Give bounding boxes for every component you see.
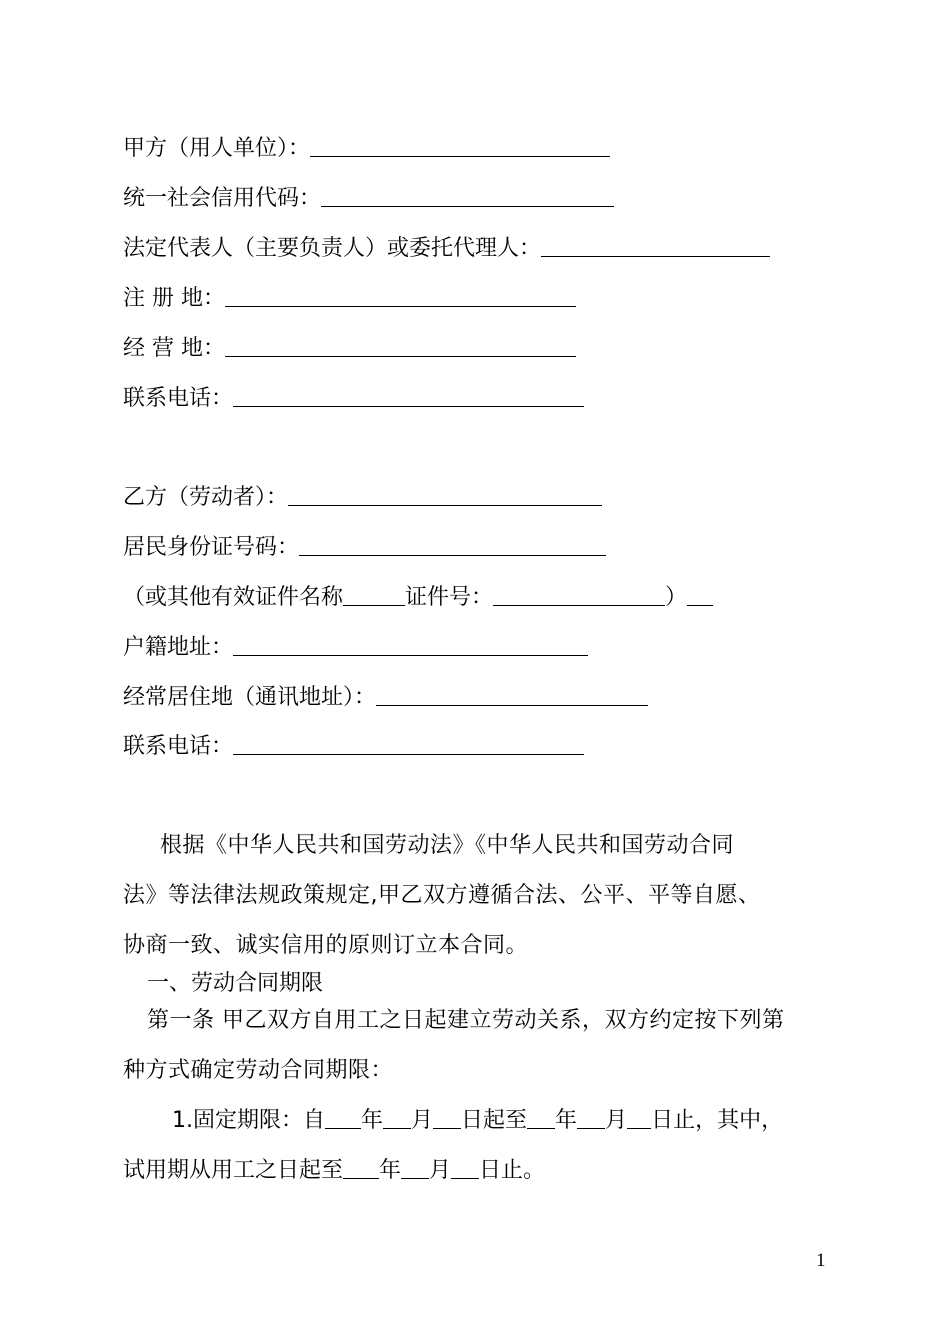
article-1-line-2: 种方式确定劳动合同期限： [123,1058,394,1083]
household-address-blank[interactable] [233,633,588,656]
business-address-blank[interactable] [225,334,576,357]
start-year-blank[interactable] [325,1106,361,1129]
start-year-label: 年 [361,1108,384,1133]
section-1-heading: 一、劳动合同期限 [147,971,324,996]
start-day-blank[interactable] [433,1106,461,1129]
preamble-line-2: 法》等法律法规政策规定,甲乙双方遵循合法、公平、平等自愿、 [123,883,761,908]
representative-label: 法定代表人（主要负责人）或委托代理人： [123,236,542,261]
representative-blank[interactable] [541,234,770,257]
end-month-label: 月 [605,1108,628,1133]
start-month-blank[interactable] [383,1106,411,1129]
probation-day-label: 日止。 [479,1158,546,1183]
party-a-name-row [123,134,610,164]
party-b-phone-blank[interactable] [233,732,584,755]
party-a-phone-label: 联系电话： [123,386,234,411]
credit-code-blank[interactable] [321,184,614,207]
fixed-term-prefix: 1.固定期限：自 [172,1108,325,1133]
representative-row [123,234,770,264]
household-address-label: 户籍地址： [123,635,234,660]
probation-row [123,1156,545,1186]
article-1-line-1: 第一条 甲乙双方自用工之日起建立劳动关系，双方约定按下列第 [147,1008,785,1033]
end-month-blank[interactable] [577,1106,605,1129]
page-number: 1 [816,1250,826,1271]
other-id-name-blank[interactable] [343,583,405,606]
preamble-line-1: 根据《中华人民共和国劳动法》《中华人民共和国劳动合同 [160,833,735,858]
end-year-label: 年 [555,1108,578,1133]
probation-day-blank[interactable] [451,1156,479,1179]
residence-blank[interactable] [376,683,648,706]
probation-year-label: 年 [379,1158,402,1183]
id-number-label: 居民身份证号码： [123,535,300,560]
end-day-label: 日止，其中， [651,1108,784,1133]
start-day-label: 日起至 [461,1108,528,1133]
residence-row [123,683,648,713]
other-id-trailing-blank[interactable] [687,583,713,606]
other-id-close: ） [665,585,688,610]
probation-prefix: 试用期从用工之日起至 [123,1158,344,1183]
party-b-phone-label: 联系电话： [123,734,234,759]
end-year-blank[interactable] [527,1106,555,1129]
probation-year-blank[interactable] [343,1156,379,1179]
preamble-line-3: 协商一致、诚实信用的原则订立本合同。 [123,933,529,958]
party-a-name-blank[interactable] [310,134,610,157]
household-address-row [123,633,588,663]
other-id-open: （或其他有效证件名称 [123,585,344,610]
party-b-name-label: 乙方（劳动者）： [123,485,289,510]
other-id-row [123,583,713,613]
registered-address-row [123,284,576,314]
end-day-blank[interactable] [627,1106,651,1129]
party-a-phone-blank[interactable] [233,384,584,407]
credit-code-row [123,184,614,214]
registered-address-label: 注 册 地： [123,286,225,311]
fixed-term-row [172,1106,783,1136]
business-address-label: 经 营 地： [123,336,225,361]
party-a-phone-row [123,384,584,414]
id-number-blank[interactable] [299,533,606,556]
business-address-row [123,334,576,364]
residence-label: 经常居住地（通讯地址）： [123,685,377,710]
credit-code-label: 统一社会信用代码： [123,186,322,211]
probation-month-label: 月 [429,1158,452,1183]
other-id-number-blank[interactable] [493,583,665,606]
party-b-phone-row [123,732,584,762]
party-b-name-row [123,483,602,513]
registered-address-blank[interactable] [225,284,576,307]
id-number-row [123,533,606,563]
other-id-number-label: 证件号： [405,585,494,610]
party-a-name-label: 甲方（用人单位）： [123,136,311,161]
start-month-label: 月 [411,1108,434,1133]
probation-month-blank[interactable] [401,1156,429,1179]
party-b-name-blank[interactable] [288,483,602,506]
